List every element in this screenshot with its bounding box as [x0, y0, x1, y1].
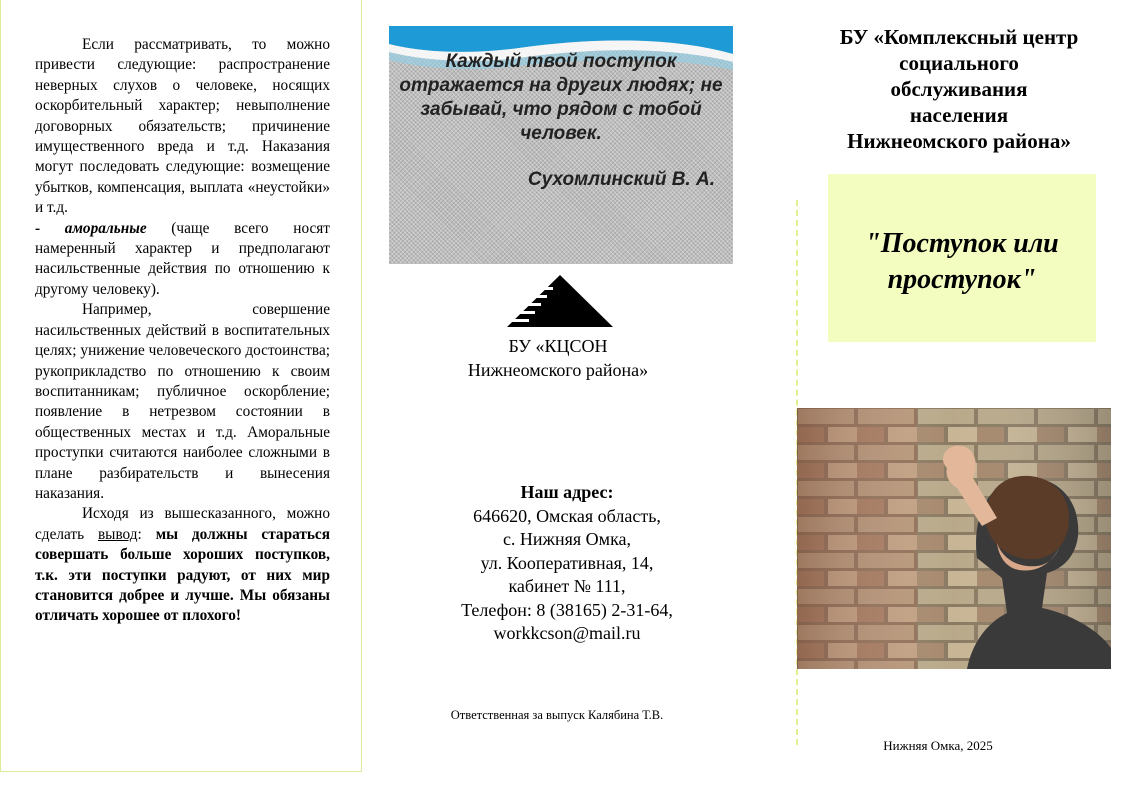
dash-prefix: -: [35, 219, 65, 237]
paragraph-4: [35, 504, 330, 626]
quote-author: Сухомлинский В. А.: [527, 169, 715, 190]
paragraph-2: [35, 219, 330, 301]
address-line-1: 646620, Омская область,: [473, 505, 661, 526]
phone-line: Телефон: 8 (38165) 2-31-64,: [461, 599, 673, 620]
address-line-3: ул. Кооперативная, 14,: [480, 552, 654, 573]
quote-box: [389, 26, 733, 264]
paragraph-3: Например, совершение насильственных действий в воспитательных целях; унижение человеческого достоинства; рукоприкладство по отношению к своим воспитанникам; публичное оскорбление; появление в нетрезвом состоянии в общественных местах и т.д. Аморальные проступки считаются наиболее сложными в плане разбирательств и вынесения наказания.: [35, 301, 330, 502]
org-line-4: населения: [909, 103, 1009, 127]
brochure-title-box: [828, 174, 1096, 342]
quote-text: Каждый твой поступок отражается на других людях; не забывай, что рядом с тобой человек.: [399, 51, 723, 144]
responsible-person: Ответственная за выпуск Калябина Т.В.: [450, 708, 664, 722]
paragraph-2-rest: (чаще всего носят намеренный характер и предполагают насильственные действия по отношению к другому человеку).: [35, 219, 330, 298]
org-line-1: БУ «Комплексный центр: [839, 25, 1079, 49]
left-panel: [0, 0, 362, 772]
cover-photo-boy-at-brick-wall: [797, 408, 1111, 669]
address-title: Наш адрес:: [520, 482, 614, 502]
term-amoral: аморальные: [64, 219, 147, 237]
organization-name: [806, 24, 1112, 154]
address-line-2: с. Нижняя Омка,: [502, 529, 632, 549]
org-line-5: Нижнеомского района»: [847, 129, 1071, 153]
left-column-text: [35, 35, 330, 627]
footer-place-year: Нижняя Омка, 2025: [883, 738, 993, 753]
conclusion-word: вывод: [97, 525, 138, 543]
title-line-1: "Поступок или: [865, 228, 1059, 259]
kcson-logo-icon: [507, 275, 613, 329]
conclusion-lead: Исходя из вышесказанного, можно сделать: [35, 505, 330, 543]
address-line-4: кабинет № 111,: [508, 576, 626, 596]
org-line-2: социального: [899, 51, 1019, 75]
conclusion-colon: :: [137, 525, 156, 543]
brochure-title: [828, 226, 1096, 298]
org-line-3: обслуживания: [890, 77, 1028, 101]
paragraph-1: Если рассматривать, то можно привести следующие: распространение неверных слухов о человеке, носящих оскорбительный характер; невыполнение договорных обязательств; причинение имущественного вреда и т.д. Наказания могут последовать следующие: возмещение убытков, компенсация, выплата «неустойки» и т.д.: [35, 36, 330, 217]
conclusion-text: мы должны стараться совершать больше хороших поступков, т.к. эти поступки радуют, от них мир становится добрее и лучше. Мы обязаны отличать хорошее от плохого!: [35, 525, 330, 625]
address-block: [420, 481, 714, 646]
logo-caption-line-2: Нижнеомского района»: [467, 360, 649, 380]
logo-caption: [430, 334, 686, 382]
email-line: workkcson@mail.ru: [493, 623, 641, 643]
title-line-2: проступок": [887, 264, 1037, 295]
logo-caption-line-1: БУ «КЦСОН: [508, 336, 608, 356]
